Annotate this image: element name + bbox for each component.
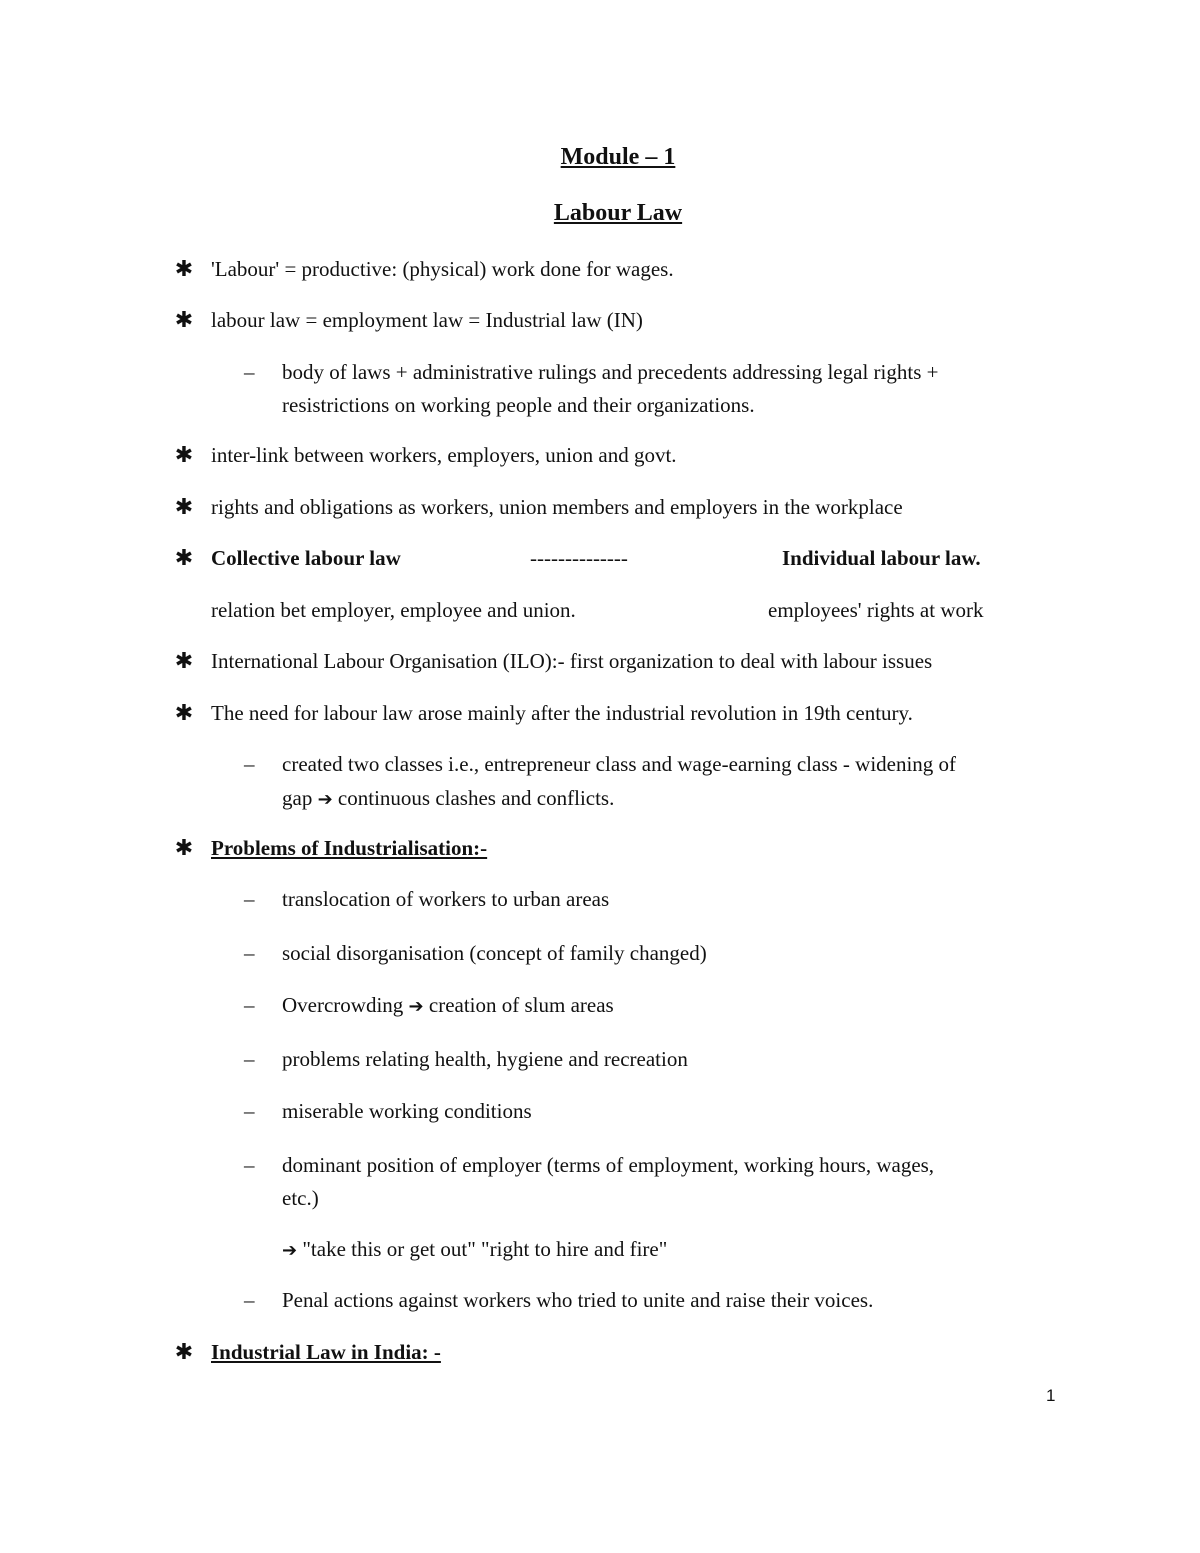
bullet-text-labour-law: labour law = employment law = Industrial law (IN)	[211, 308, 643, 332]
bullet-text-labour-def: 'Labour' = productive: (physical) work done for wages.	[211, 257, 674, 281]
bullet-icon: ✱	[174, 648, 194, 673]
bullet-text-interlink: inter-link between workers, employers, union and govt.	[211, 443, 677, 467]
individual-labour-law-desc: employees' rights at work	[768, 598, 984, 622]
bullet-icon: ✱	[174, 442, 194, 467]
page-subtitle: Labour Law	[553, 200, 683, 226]
bullet-icon: ✱	[174, 1339, 194, 1364]
sub-item-text: created two classes i.e., entrepreneur class and wage-earning class - widening of	[282, 752, 957, 776]
sub-item-text: body of laws + administrative rulings and precedents addressing legal rights +	[282, 360, 939, 384]
dash-icon: –	[244, 887, 255, 911]
consequence-text: "take this or get out" "right to hire and fire"	[297, 1237, 668, 1261]
dash-icon: –	[244, 1099, 255, 1123]
problem-item: dominant position of employer (terms of employment, working hours, wages,	[282, 1153, 935, 1177]
problems-heading: Problems of Industrialisation:-	[211, 836, 488, 860]
sub-item-text-cont	[282, 781, 614, 817]
dash-icon: –	[244, 360, 255, 384]
arrow-right-icon: ➔	[317, 789, 333, 810]
bullet-icon: ✱	[174, 700, 194, 725]
arrow-right-icon: ➔	[282, 1240, 298, 1261]
dash-icon: –	[244, 1153, 255, 1177]
arrow-right-icon: ➔	[408, 996, 424, 1017]
bullet-text-ilo: International Labour Organisation (ILO):- first organization to deal with labour issues	[211, 649, 933, 673]
dash-icon: –	[244, 941, 255, 965]
page-number: 1	[1046, 1386, 1056, 1405]
problem-item-consequence	[282, 1232, 667, 1268]
collective-labour-law-heading: Collective labour law	[211, 546, 401, 570]
problem-item-cont: etc.)	[282, 1186, 319, 1210]
bullet-text-rights: rights and obligations as workers, union members and employers in the workplace	[211, 495, 903, 519]
collective-labour-law-desc: relation bet employer, employee and union.	[211, 598, 576, 622]
individual-labour-law-heading: Individual labour law.	[782, 546, 981, 570]
dash-icon: –	[244, 993, 255, 1017]
problem-item: Penal actions against workers who tried to unite and raise their voices.	[282, 1288, 874, 1312]
bullet-icon: ✱	[174, 545, 194, 570]
bullet-icon: ✱	[174, 307, 194, 332]
problem-item-part: creation of slum areas	[423, 993, 614, 1017]
problem-item: problems relating health, hygiene and recreation	[282, 1047, 688, 1071]
dash-icon: –	[244, 1288, 255, 1312]
bullet-text-need: The need for labour law arose mainly after the industrial revolution in 19th century.	[211, 701, 913, 725]
sub-item-text-part: continuous clashes and conflicts.	[332, 786, 615, 810]
problem-item-part: Overcrowding	[282, 993, 404, 1017]
bullet-icon: ✱	[174, 494, 194, 519]
problem-item: miserable working conditions	[282, 1099, 532, 1123]
problem-item: translocation of workers to urban areas	[282, 887, 610, 911]
separator-dashes: --------------	[530, 546, 628, 570]
dash-icon: –	[244, 752, 255, 776]
bullet-icon: ✱	[174, 256, 194, 281]
bullet-icon: ✱	[174, 835, 194, 860]
problem-item: social disorganisation (concept of family changed)	[282, 941, 707, 965]
page-title: Module – 1	[560, 144, 676, 170]
industrial-law-india-heading: Industrial Law in India: -	[211, 1340, 441, 1364]
dash-icon: –	[244, 1047, 255, 1071]
problem-item	[282, 988, 614, 1024]
sub-item-text-cont: resistrictions on working people and their organizations.	[282, 393, 755, 417]
sub-item-text-part: gap	[282, 786, 313, 810]
